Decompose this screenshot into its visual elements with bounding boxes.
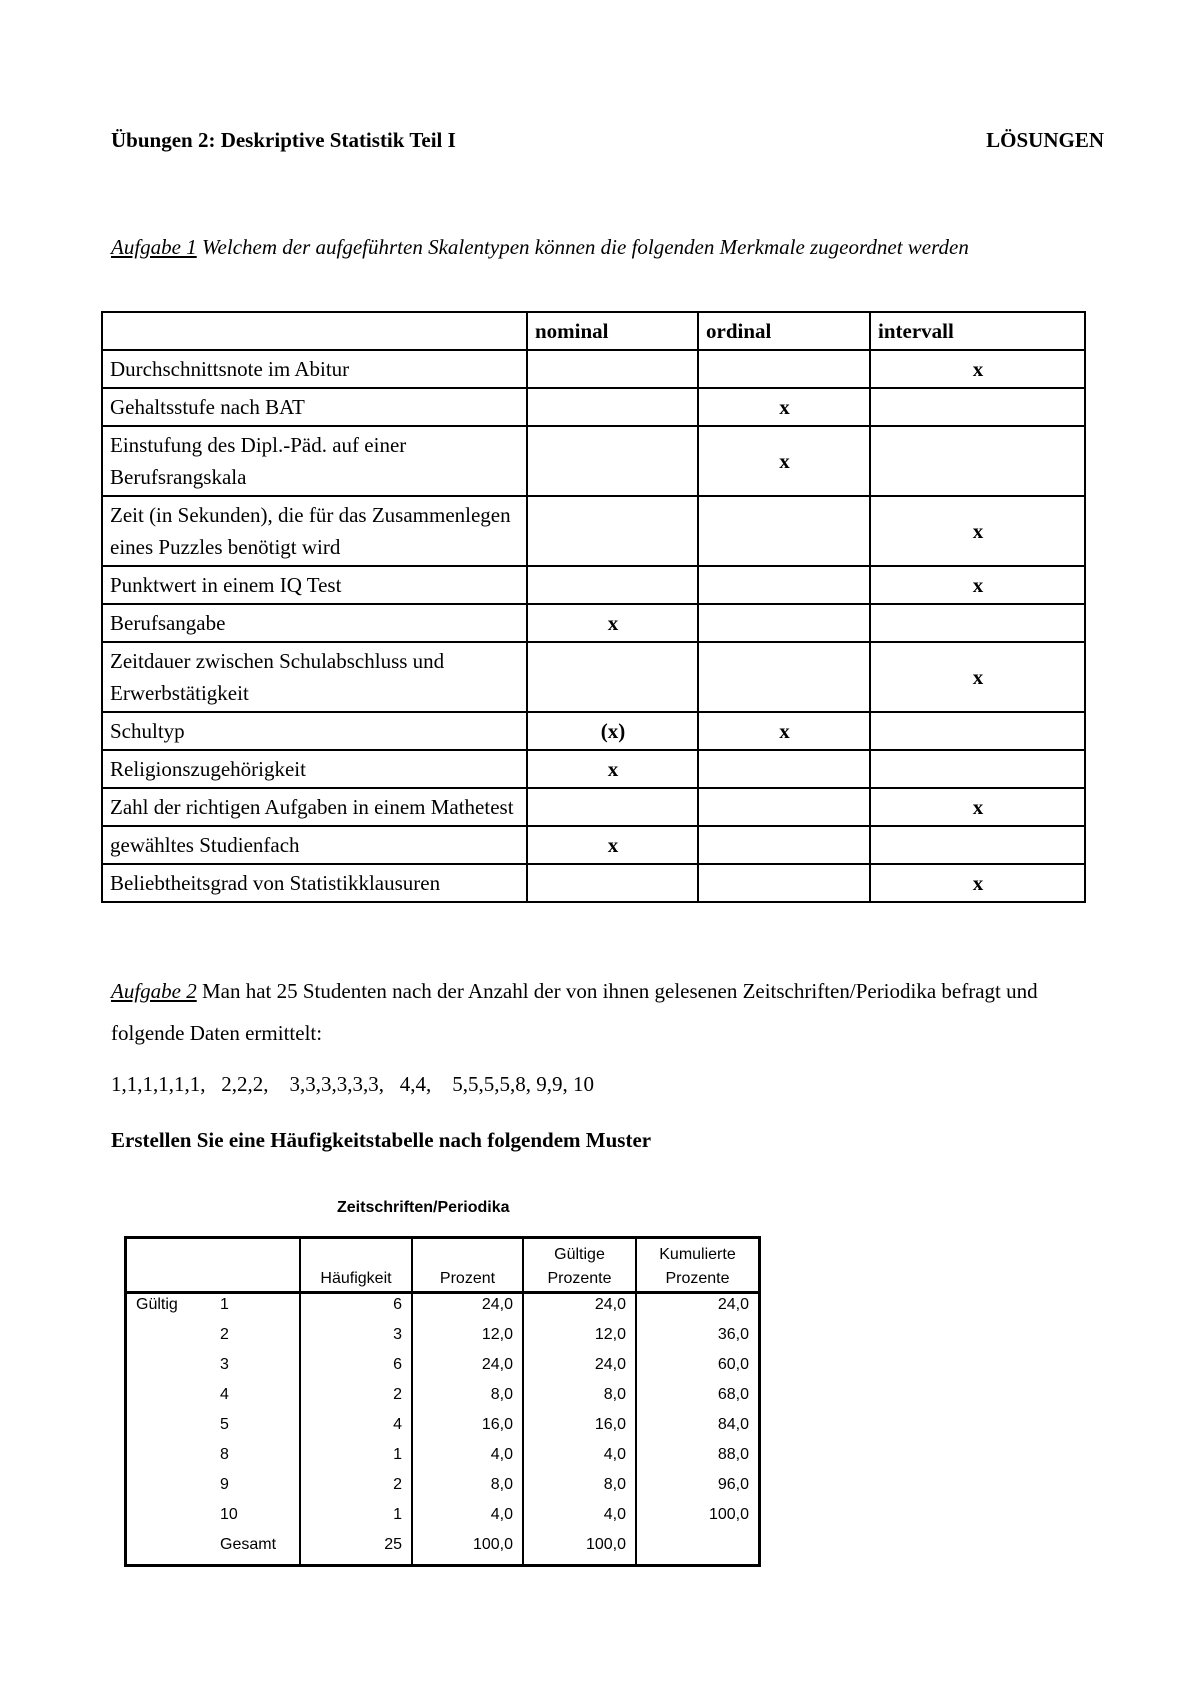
scale-item: Schultyp [102,712,527,750]
scale-item: Punktwert in einem IQ Test [102,566,527,604]
freq-haeufigkeit: 2 [300,1384,412,1414]
freq-group-empty [126,1414,212,1444]
scale-row [102,426,1085,496]
freq-row [126,1293,760,1325]
scale-ordinal [698,496,870,566]
scale-header-ordinal: ordinal [698,312,870,350]
freq-prozent: 8,0 [412,1384,523,1414]
task2-intro [111,970,1101,1054]
scale-table [101,311,1086,903]
freq-prozent: 100,0 [412,1534,523,1566]
freq-row-total [126,1534,760,1566]
scale-row [102,388,1085,426]
scale-row [102,496,1085,566]
freq-gueltig: 8,0 [523,1384,636,1414]
freq-row-label: 8 [220,1446,229,1463]
scale-row [102,826,1085,864]
freq-gueltig: 8,0 [523,1474,636,1504]
scale-nominal [527,864,698,902]
freq-group-empty [126,1384,212,1414]
scale-row [102,642,1085,712]
freq-kumuliert [636,1534,760,1566]
scale-row [102,864,1085,902]
freq-haeufigkeit: 25 [300,1534,412,1566]
freq-row [126,1504,760,1534]
scale-ordinal [698,864,870,902]
freq-group-empty [126,1504,212,1534]
scale-nominal [527,350,698,388]
freq-prozent: 16,0 [412,1414,523,1444]
scale-header-intervall: intervall [870,312,1085,350]
scale-item: Zeitdauer zwischen Schulabschluss und Erwerbstätigkeit [102,642,527,712]
scale-item: Einstufung des Dipl.-Päd. auf einer Berufsrangskala [102,426,527,496]
scale-intervall: x [870,350,1085,388]
task1-label: Aufgabe 1 [111,235,197,259]
freq-gueltig: 4,0 [523,1444,636,1474]
freq-table-header [126,1238,760,1293]
scale-intervall: x [870,864,1085,902]
freq-gueltig: 100,0 [523,1534,636,1566]
scale-item: Berufsangabe [102,604,527,642]
scale-nominal [527,642,698,712]
scale-item: Zahl der richtigen Aufgaben in einem Mathetest [102,788,527,826]
freq-row-label: 10 [220,1506,238,1523]
freq-gueltig: 12,0 [523,1324,636,1354]
scale-intervall: x [870,566,1085,604]
scale-nominal: x [527,604,698,642]
freq-row-label: 4 [220,1386,229,1403]
task1-text: Welchem der aufgeführten Skalentypen können die folgenden Merkmale zugeordnet werden [196,235,969,259]
freq-prozent: 24,0 [412,1354,523,1384]
scale-ordinal: x [698,426,870,496]
freq-group-empty [126,1324,212,1354]
scale-table-header [102,312,1085,350]
scale-item: Beliebtheitsgrad von Statistikklausuren [102,864,527,902]
freq-haeufigkeit: 2 [300,1474,412,1504]
scale-item: gewähltes Studienfach [102,826,527,864]
freq-row-label: 2 [220,1326,229,1343]
freq-prozent: 24,0 [412,1293,523,1325]
scale-intervall [870,750,1085,788]
freq-kumuliert: 68,0 [636,1384,760,1414]
freq-header-gueltige-prozente: Gültige Prozente [523,1238,636,1293]
scale-item: Gehaltsstufe nach BAT [102,388,527,426]
freq-kumuliert: 96,0 [636,1474,760,1504]
scale-nominal: (x) [527,712,698,750]
task1-intro [111,226,1091,268]
scale-nominal [527,496,698,566]
scale-intervall: x [870,496,1085,566]
freq-row-label: 1 [220,1296,229,1313]
freq-kumuliert: 60,0 [636,1354,760,1384]
freq-row-label: 9 [220,1476,229,1493]
scale-intervall [870,712,1085,750]
freq-prozent: 4,0 [412,1504,523,1534]
freq-prozent: 12,0 [412,1324,523,1354]
freq-header-haeufigkeit: Häufigkeit [300,1238,412,1293]
freq-haeufigkeit: 1 [300,1444,412,1474]
scale-intervall [870,826,1085,864]
scale-row [102,788,1085,826]
scale-intervall [870,604,1085,642]
scale-intervall: x [870,642,1085,712]
scale-item: Durchschnittsnote im Abitur [102,350,527,388]
scale-ordinal [698,350,870,388]
freq-gueltig: 24,0 [523,1354,636,1384]
task2-text: Man hat 25 Studenten nach der Anzahl der von ihnen gelesenen Zeitschriften/Periodika befragt und folgende Daten ermittelt: [111,979,1038,1045]
freq-gueltig: 4,0 [523,1504,636,1534]
freq-row [126,1414,760,1444]
scale-ordinal [698,826,870,864]
freq-group-empty [126,1354,212,1384]
scale-nominal [527,788,698,826]
scale-ordinal: x [698,388,870,426]
scale-item: Religionszugehörigkeit [102,750,527,788]
scale-item: Zeit (in Sekunden), die für das Zusammenlegen eines Puzzles benötigt wird [102,496,527,566]
scale-header-empty [102,312,527,350]
freq-group-empty [126,1444,212,1474]
raw-data-line: 1,1,1,1,1,1, 2,2,2, 3,3,3,3,3,3, 4,4, 5,5,5,5,8, 9,9, 10 [111,1072,594,1096]
scale-nominal [527,388,698,426]
scale-ordinal [698,642,870,712]
scale-intervall [870,388,1085,426]
freq-group-empty [126,1534,212,1566]
page-header [111,128,1104,153]
freq-haeufigkeit: 1 [300,1504,412,1534]
scale-intervall: x [870,788,1085,826]
scale-intervall [870,426,1085,496]
freq-kumuliert: 24,0 [636,1293,760,1325]
freq-header-empty-2 [211,1238,300,1293]
scale-ordinal [698,566,870,604]
freq-row-label: 3 [220,1356,229,1373]
scale-row [102,604,1085,642]
freq-row [126,1474,760,1504]
scale-nominal [527,426,698,496]
scale-header-nominal: nominal [527,312,698,350]
scale-ordinal [698,750,870,788]
solutions-label: LÖSUNGEN [986,128,1104,152]
page-title: Übungen 2: Deskriptive Statistik Teil I [111,128,456,152]
freq-group-label: Gültig [136,1296,178,1313]
freq-row [126,1324,760,1354]
freq-kumuliert: 84,0 [636,1414,760,1444]
freq-row [126,1444,760,1474]
freq-haeufigkeit: 6 [300,1293,412,1325]
scale-nominal: x [527,826,698,864]
freq-haeufigkeit: 4 [300,1414,412,1444]
freq-gueltig: 24,0 [523,1293,636,1325]
freq-row [126,1384,760,1414]
scale-row [102,350,1085,388]
freq-kumuliert: 100,0 [636,1504,760,1534]
scale-row [102,566,1085,604]
freq-kumuliert: 36,0 [636,1324,760,1354]
freq-header-empty-1 [126,1238,212,1293]
scale-ordinal [698,788,870,826]
freq-row [126,1354,760,1384]
freq-gueltig: 16,0 [523,1414,636,1444]
scale-ordinal: x [698,712,870,750]
scale-row [102,750,1085,788]
scale-row [102,712,1085,750]
task2-label: Aufgabe 2 [111,979,197,1003]
freq-group-empty [126,1474,212,1504]
freq-header-prozent: Prozent [412,1238,523,1293]
task2-instruction: Erstellen Sie eine Häufigkeitstabelle nach folgendem Muster [111,1128,652,1152]
freq-prozent: 8,0 [412,1474,523,1504]
freq-haeufigkeit: 6 [300,1354,412,1384]
freq-kumuliert: 88,0 [636,1444,760,1474]
scale-nominal [527,566,698,604]
frequency-table [124,1236,761,1567]
freq-row-label: 5 [220,1416,229,1433]
scale-ordinal [698,604,870,642]
freq-header-kumulierte-prozente: Kumulierte Prozente [636,1238,760,1293]
freq-haeufigkeit: 3 [300,1324,412,1354]
freq-table-title: Zeitschriften/Periodika [337,1199,510,1216]
freq-row-label: Gesamt [220,1536,277,1553]
freq-prozent: 4,0 [412,1444,523,1474]
scale-nominal: x [527,750,698,788]
